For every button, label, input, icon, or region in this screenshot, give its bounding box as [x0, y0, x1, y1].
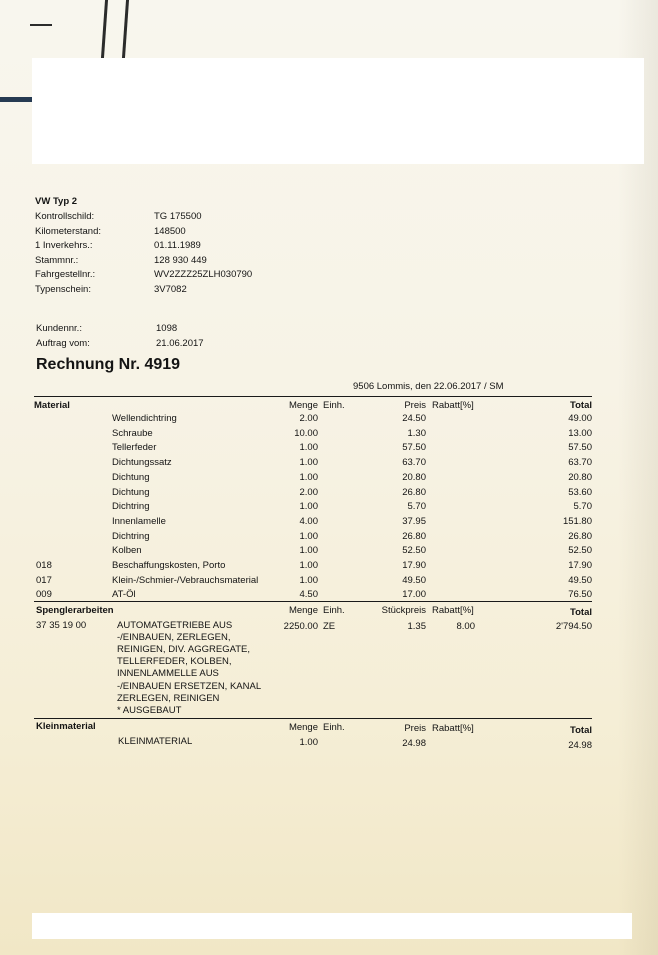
material-row-desc: Dichtung	[112, 471, 150, 483]
spengler-header-preis: Stückpreis	[381, 605, 426, 616]
spengler-header-menge: Menge	[288, 605, 318, 616]
spengler-title: Spenglerarbeiten	[36, 605, 114, 616]
material-row-total: 17.90	[568, 560, 592, 571]
kleinmaterial-row-desc: KLEINMATERIAL	[118, 736, 193, 747]
kleinmaterial-header-einh: Einh.	[323, 722, 345, 733]
spengler-row-desc-line: INNENLAMMELLE AUS	[117, 668, 219, 680]
customer-field-value: 1098	[156, 323, 178, 334]
vehicle-field-value: TG 175500	[154, 211, 202, 222]
material-row-preis: 63.70	[402, 457, 426, 469]
spengler-row-rabatt: 8.00	[456, 621, 475, 632]
material-row-code: 009	[36, 589, 52, 601]
material-row-code: 017	[36, 574, 52, 586]
spengler-row-einh: ZE	[323, 621, 336, 632]
vehicle-field-label: 1 Inverkehrs.:	[35, 240, 93, 252]
kleinmaterial-header-menge: Menge	[288, 722, 318, 733]
material-row-total: 49.50	[568, 574, 592, 586]
material-row-menge: 1.00	[299, 442, 318, 454]
kleinmaterial-row-total: 24.98	[568, 740, 592, 751]
material-row-desc: Klein-/Schmier-/Vebrauchsmaterial	[112, 574, 259, 586]
kleinmaterial-header-total: Total	[570, 725, 592, 736]
spengler-header-total: Total	[570, 607, 592, 618]
vehicle-field-value: 128 930 449	[154, 254, 207, 266]
spengler-row-preis: 1.35	[407, 621, 426, 632]
material-row-menge: 1.00	[299, 457, 318, 469]
material-row-menge: 4.50	[299, 589, 318, 601]
material-row-preis: 17.90	[402, 560, 426, 571]
binder-mark-4	[0, 97, 32, 102]
spengler-row-menge: 2250.00	[283, 621, 318, 632]
spengler-row-desc-line: -/EINBAUEN, ZERLEGEN,	[117, 632, 231, 644]
spengler-row-desc-line: REINIGEN, DIV. AGGREGATE,	[117, 644, 251, 656]
spengler-row-desc-line: TELLERFEDER, KOLBEN,	[117, 656, 232, 668]
material-row-menge: 10.00	[294, 427, 318, 439]
kleinmaterial-header-rabatt: Rabatt[%]	[432, 723, 474, 734]
material-row-desc: Dichtungssatz	[112, 457, 172, 469]
material-row-menge: 2.00	[299, 413, 318, 424]
customer-field-value: 21.06.2017	[156, 338, 204, 349]
kleinmaterial-title: Kleinmaterial	[36, 721, 96, 732]
material-row-menge: 1.00	[299, 501, 318, 513]
material-header-rabatt: Rabatt[%]	[432, 400, 474, 411]
invoice-title: Rechnung Nr. 4919	[36, 356, 181, 373]
vehicle-field-label: Stammnr.:	[35, 254, 79, 266]
material-row-total: 49.00	[568, 413, 592, 424]
material-row-desc: Beschaffungskosten, Porto	[112, 560, 226, 571]
spengler-row-desc-line: * AUSGEBAUT	[117, 704, 182, 716]
vehicle-field-label: Kilometerstand:	[35, 225, 102, 237]
material-row-desc: Dichtring	[112, 530, 150, 542]
material-row-total: 57.50	[568, 442, 592, 454]
spengler-row-code: 37 35 19 00	[36, 620, 87, 631]
material-row-preis: 17.00	[402, 589, 426, 601]
material-row-total: 151.80	[562, 515, 592, 527]
material-title: Material	[34, 400, 70, 411]
vehicle-field-value: 148500	[154, 225, 186, 237]
redacted-address-block	[32, 58, 644, 164]
material-row-total: 26.80	[568, 530, 592, 542]
material-row-preis: 5.70	[407, 501, 426, 513]
material-row-menge: 1.00	[299, 530, 318, 542]
material-rule	[34, 396, 592, 397]
kleinmaterial-header-preis: Preis	[404, 723, 426, 734]
spengler-rule	[34, 601, 592, 602]
material-row-code: 018	[36, 560, 52, 571]
spengler-row-desc-line: ZERLEGEN, REINIGEN	[117, 692, 220, 704]
material-row-total: 20.80	[568, 471, 592, 483]
material-row-total: 63.70	[568, 457, 592, 469]
spengler-row-desc-line: -/EINBAUEN ERSETZEN, KANAL	[117, 680, 262, 692]
material-row-preis: 49.50	[402, 574, 426, 586]
material-row-preis: 37.95	[402, 515, 426, 527]
material-row-preis: 1.30	[407, 427, 426, 439]
vehicle-field-value: 01.11.1989	[154, 240, 201, 252]
material-row-preis: 20.80	[402, 471, 426, 483]
redacted-footer-block	[32, 913, 632, 939]
spengler-row-desc-line: AUTOMATGETRIEBE AUS	[117, 620, 233, 631]
material-row-desc: Dichtung	[112, 486, 150, 498]
material-row-menge: 4.00	[299, 515, 318, 527]
material-row-desc: Wellendichtring	[112, 413, 177, 424]
material-row-desc: AT-Öl	[112, 589, 136, 601]
spengler-row-total: 2'794.50	[555, 621, 592, 632]
vehicle-field-label: Fahrgestellnr.:	[35, 269, 96, 281]
material-row-desc: Innenlamelle	[112, 515, 166, 527]
material-row-menge: 2.00	[299, 486, 318, 498]
kleinmaterial-row-menge: 1.00	[299, 737, 318, 748]
material-row-preis: 24.50	[402, 413, 426, 424]
vehicle-field-value: 3V7082	[154, 284, 187, 295]
vehicle-field-label: Kontrollschild:	[35, 211, 95, 222]
material-row-desc: Dichtring	[112, 501, 150, 513]
material-row-preis: 57.50	[402, 442, 426, 454]
binder-mark-1	[30, 24, 52, 26]
material-row-total: 52.50	[568, 545, 592, 557]
material-row-desc: Kolben	[112, 545, 142, 557]
customer-field-label: Kundennr.:	[36, 323, 82, 334]
vehicle-model: VW Typ 2	[35, 196, 78, 207]
kleinmaterial-rule	[34, 718, 592, 719]
material-header-menge: Menge	[288, 400, 318, 411]
material-row-menge: 1.00	[299, 471, 318, 483]
material-row-total: 13.00	[568, 427, 592, 439]
material-row-desc: Schraube	[112, 427, 153, 439]
material-row-total: 76.50	[568, 589, 592, 601]
material-header-preis: Preis	[404, 400, 426, 411]
invoice-place-date: 9506 Lommis, den 22.06.2017 / SM	[353, 381, 504, 392]
kleinmaterial-row-preis: 24.98	[402, 738, 426, 749]
vehicle-field-label: Typenschein:	[35, 284, 91, 295]
material-header-total: Total	[570, 400, 592, 411]
customer-field-label: Auftrag vom:	[36, 338, 90, 349]
material-header-einh: Einh.	[323, 400, 345, 411]
spengler-header-rabatt: Rabatt[%]	[432, 605, 474, 616]
vehicle-field-value: WV2ZZZ25ZLH030790	[154, 269, 253, 281]
material-row-preis: 52.50	[402, 545, 426, 557]
material-row-menge: 1.00	[299, 545, 318, 557]
material-row-preis: 26.80	[402, 486, 426, 498]
material-row-total: 5.70	[573, 501, 592, 513]
material-row-menge: 1.00	[299, 574, 318, 586]
material-row-desc: Tellerfeder	[112, 442, 157, 454]
material-row-total: 53.60	[568, 486, 592, 498]
material-row-menge: 1.00	[299, 560, 318, 571]
material-row-preis: 26.80	[402, 530, 426, 542]
spengler-header-einh: Einh.	[323, 605, 345, 616]
